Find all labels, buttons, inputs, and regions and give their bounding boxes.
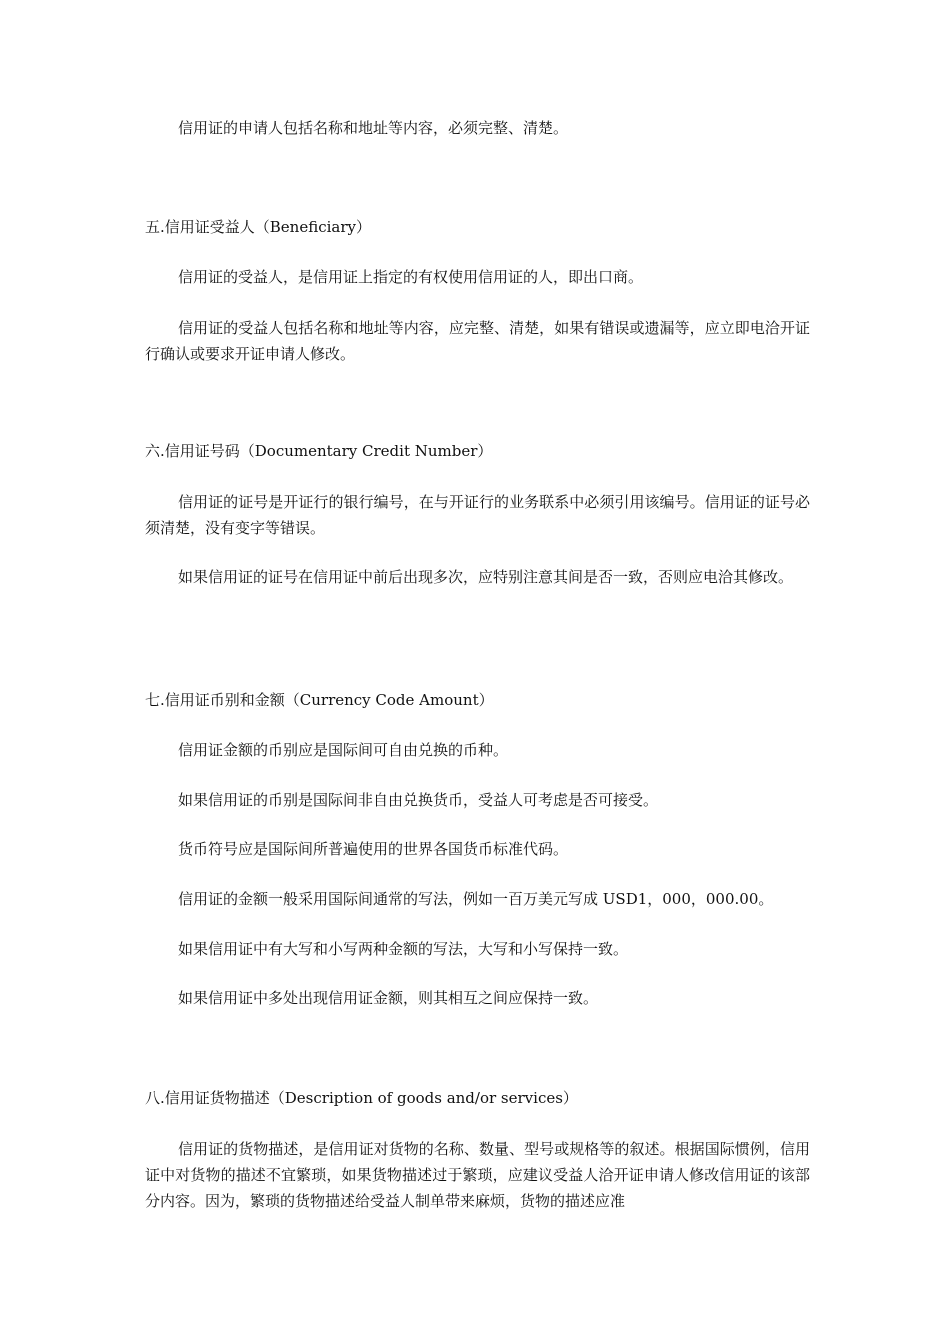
section-heading-currency-amount: 七.信用证币别和金额（Currency Code Amount）: [145, 691, 494, 709]
paragraph-amount-consistency: 如果信用证中多处出现信用证金额，则其相互之间应保持一致。: [178, 989, 599, 1007]
paragraph-currency-nonconvertible: 如果信用证的币别是国际间非自由兑换货币，受益人可考虑是否可接受。: [178, 791, 659, 809]
paragraph-amount-format: 信用证的金额一般采用国际间通常的写法，例如一百万美元写成 USD1，000，000.00。: [178, 890, 774, 908]
paragraph-applicant-details: 信用证的申请人包括名称和地址等内容，必须完整、清楚。: [178, 119, 569, 137]
section-heading-goods-description: 八.信用证货物描述（Description of goods and/or services）: [145, 1089, 578, 1107]
paragraph-currency-convertible: 信用证金额的币别应是国际间可自由兑换的币种。: [178, 741, 509, 759]
paragraph-credit-number-definition: 信用证的证号是开证行的银行编号，在与开证行的业务联系中必须引用该编号。信用证的证号必须清楚，没有变字等错误。: [145, 493, 810, 537]
section-heading-credit-number: 六.信用证号码（Documentary Credit Number）: [145, 442, 493, 460]
paragraph-beneficiary-definition: 信用证的受益人，是信用证上指定的有权使用信用证的人，即出口商。: [178, 268, 644, 286]
section-heading-beneficiary: 五.信用证受益人（Beneficiary）: [145, 218, 371, 236]
paragraph-amount-words-figures: 如果信用证中有大写和小写两种金额的写法，大写和小写保持一致。: [178, 940, 629, 958]
paragraph-credit-number-consistency: 如果信用证的证号在信用证中前后出现多次，应特别注意其间是否一致，否则应电洽其修改。: [178, 568, 794, 586]
paragraph-currency-code: 货币符号应是国际间所普遍使用的世界各国货币标准代码。: [178, 840, 569, 858]
paragraph-goods-description: 信用证的货物描述，是信用证对货物的名称、数量、型号或规格等的叙述。根据国际惯例，信用证中对货物的描述不宜繁琐，如果货物描述过于繁琐，应建议受益人洽开证申请人修改信用证的该部分内容。因为，繁琐的货物描述给受益人制单带来麻烦，货物的描述应准: [145, 1140, 810, 1210]
paragraph-beneficiary-details: 信用证的受益人包括名称和地址等内容，应完整、清楚，如果有错误或遗漏等，应立即电洽开证行确认或要求开证申请人修改。: [145, 319, 810, 363]
